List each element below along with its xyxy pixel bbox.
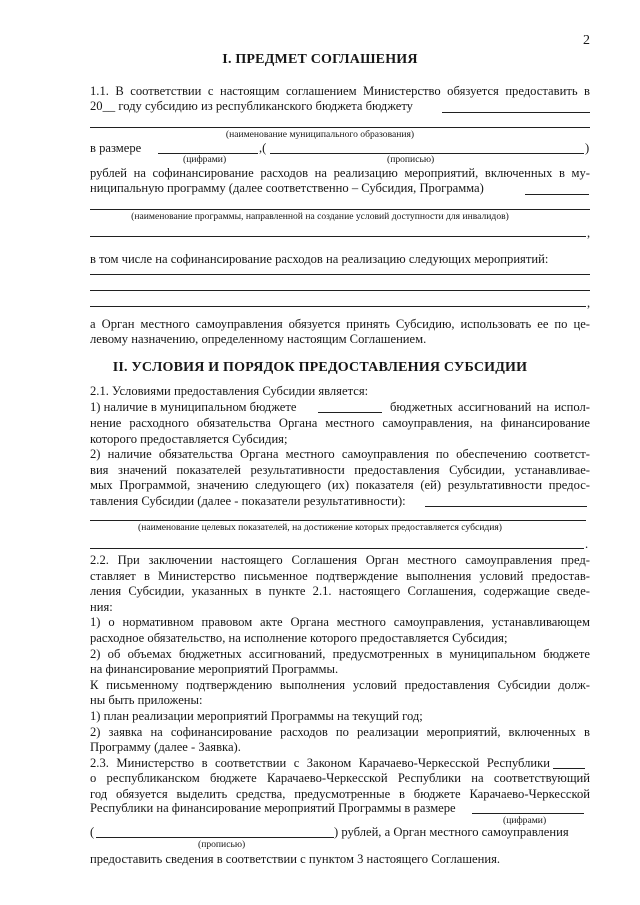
clause-1-1-obligation: [90, 317, 590, 333]
clause-2-3-line-4: Республики на финансирование мероприятий Программы в размере: [90, 801, 456, 815]
clause-2-1-line-1: 2.1. Условиями предоставления Субсидии является:: [90, 384, 369, 398]
section-1-title: I. ПРЕДМЕТ СОГЛАШЕНИЯ: [222, 52, 418, 67]
measures-intro: в том числе на софинансирование расходов на реализацию следующих мероприятий:: [90, 252, 549, 266]
clause-2-1-line-4: которого предоставляется Субсидия;: [90, 431, 288, 446]
clause-2-1-line-6: вия значений показателей результативности предоставления Субсидии, устанавливае-: [90, 462, 590, 477]
clause-2-3-line-1: 2.3. Министерство в соответствии с Законом Карачаево-Черкесской Республики: [90, 756, 550, 770]
clause-2-2-line-9: К письменному подтверждению выполнения условий предоставления Субсидии долж-: [90, 677, 590, 692]
clause-2-2-line-12: 2) заявка на софинансирование расходов по реализации мероприятий, включенных в: [90, 724, 590, 739]
blank-indicators-short: [425, 506, 587, 507]
clause-2-2-line-6: расходное обязательство, на исполнение которого предоставляется Субсидия;: [90, 630, 508, 645]
blank-measure-1: [90, 274, 590, 275]
clause-2-1-line-2b: бюджетных ассигнований на испол-: [390, 400, 590, 414]
clause-2-2-line-5: 1) о нормативном правовом акте Органа местного самоуправления, устанавливающем: [90, 615, 590, 630]
clause-2-2-line-1: 2.2. При заключении настоящего Соглашения Орган местного самоуправления пред-: [90, 553, 590, 567]
amount-open-paren: ,(: [259, 141, 267, 155]
clause-2-1-line-2a: 1) наличие в муниципальном бюджете: [90, 400, 297, 414]
clause-2-1-line-5: 2) наличие обязательства Органа местного самоуправления по обеспечению соответст-: [90, 447, 590, 462]
blank-program-name-2: [90, 236, 586, 237]
caption-digits-2: (цифрами): [503, 815, 547, 826]
clause-2-2-line-11: 1) план реализации мероприятий Программы на текущий год;: [90, 708, 423, 723]
clause-2-2-line-3: ления Субсидии, указанных в пункте 2.1. настоящего Соглашения, содержащие сведе-: [90, 584, 590, 599]
rubles-line-2: ниципальную программу (далее соответственно – Субсидия, Программа): [90, 181, 484, 195]
caption-municipality: (наименование муниципального образования): [225, 129, 415, 140]
clause-2-2-line-7: 2) об объемах бюджетных ассигнований, предусмотренных в муниципальном бюджете: [90, 646, 590, 661]
blank-program-name: [90, 209, 590, 210]
blank-budget-recipient: [442, 112, 590, 113]
blank-program-short: [525, 194, 589, 195]
clause-2-1-line-3: нение расходного обязательства Органа местного самоуправления, на финансирование: [90, 416, 590, 430]
blank-measure-3: [90, 306, 586, 307]
obligation-line-2: левому назначению, определенному настоящим Соглашением.: [90, 332, 427, 346]
clause-1-1-rubles: [90, 166, 590, 182]
amount-close-paren: ): [585, 141, 590, 155]
clause-2-3-line-3: год обязуется выделить средства, предусмотренные в бюджете Карачаево-Черкесской: [90, 786, 590, 801]
blank-indicators-2: [90, 548, 584, 549]
comma-2: ,: [587, 296, 591, 310]
amount-prefix: в размере: [90, 141, 142, 155]
blank-measure-2: [90, 290, 590, 291]
clause-1-1: [90, 84, 590, 100]
clause-2-3: [90, 771, 590, 802]
comma-1: ,: [587, 226, 591, 240]
blank-amount-words-2: [96, 837, 334, 838]
clause-2-2-line-13: Программу (далее - Заявка).: [90, 740, 241, 755]
clause-2-3-line-5: ) рублей, а Орган местного самоуправления: [334, 825, 569, 839]
clause-1-1-line-2: 20__ году субсидию из республиканского бюджета бюджету: [90, 99, 413, 113]
clause-2-2-line-8: на финансирование мероприятий Программы.: [90, 662, 339, 677]
clause-2-1-body: [90, 416, 590, 494]
clause-2-2-line-2: ставляет в Министерство письменное подтверждение выполнения условий предостав-: [90, 568, 590, 583]
section-2-title: II. УСЛОВИЯ И ПОРЯДОК ПРЕДОСТАВЛЕНИЯ СУБСИДИИ: [112, 360, 528, 375]
blank-municipality-name: [90, 127, 590, 128]
page-number: 2: [583, 33, 590, 48]
caption-digits: (цифрами): [183, 154, 227, 165]
clause-2-3-line-6: предоставить сведения в соответствии с пунктом 3 настоящего Соглашения.: [90, 852, 501, 866]
clause-2-1-line-8: тавления Субсидии (далее - показатели результативности):: [90, 494, 406, 508]
blank-indicators: [90, 520, 586, 521]
caption-words: (прописью): [387, 154, 435, 165]
blank-amount-digits-2: [472, 813, 584, 814]
rubles-line-1: рублей на софинансирование расходов на реализацию мероприятий, включенных в му-: [90, 166, 590, 180]
dot-1: .: [585, 537, 589, 551]
caption-indicators: (наименование целевых показателей, на достижение которых предоставляется субсидия): [138, 522, 502, 533]
blank-law-number: [553, 768, 585, 769]
clause-2-3-line-2: о республиканском бюджете Карачаево-Черкесской Республики на соответствующий: [90, 771, 590, 785]
clause-1-1-line-1: 1.1. В соответствии с настоящим соглашением Министерство обязуется предоставить в: [90, 84, 590, 98]
clause-2-2-line-10: ны быть приложены:: [90, 693, 203, 708]
clause-2-2-line-4: ния:: [90, 599, 113, 614]
clause-2-1-line-7: мых Программой, значению следующего (их) показателя (ей) результативности предос-: [90, 478, 590, 493]
obligation-line-1: а Орган местного самоуправления обязуется принять Субсидию, использовать ее по це-: [90, 317, 590, 331]
caption-program: (наименование программы, направленной на создание условий доступности для инвалидов): [131, 211, 509, 222]
amount-open-paren-2: (: [90, 825, 95, 839]
blank-budget-amount: [318, 412, 382, 413]
clause-2-2: [90, 553, 590, 756]
caption-words-2: (прописью): [198, 839, 246, 850]
